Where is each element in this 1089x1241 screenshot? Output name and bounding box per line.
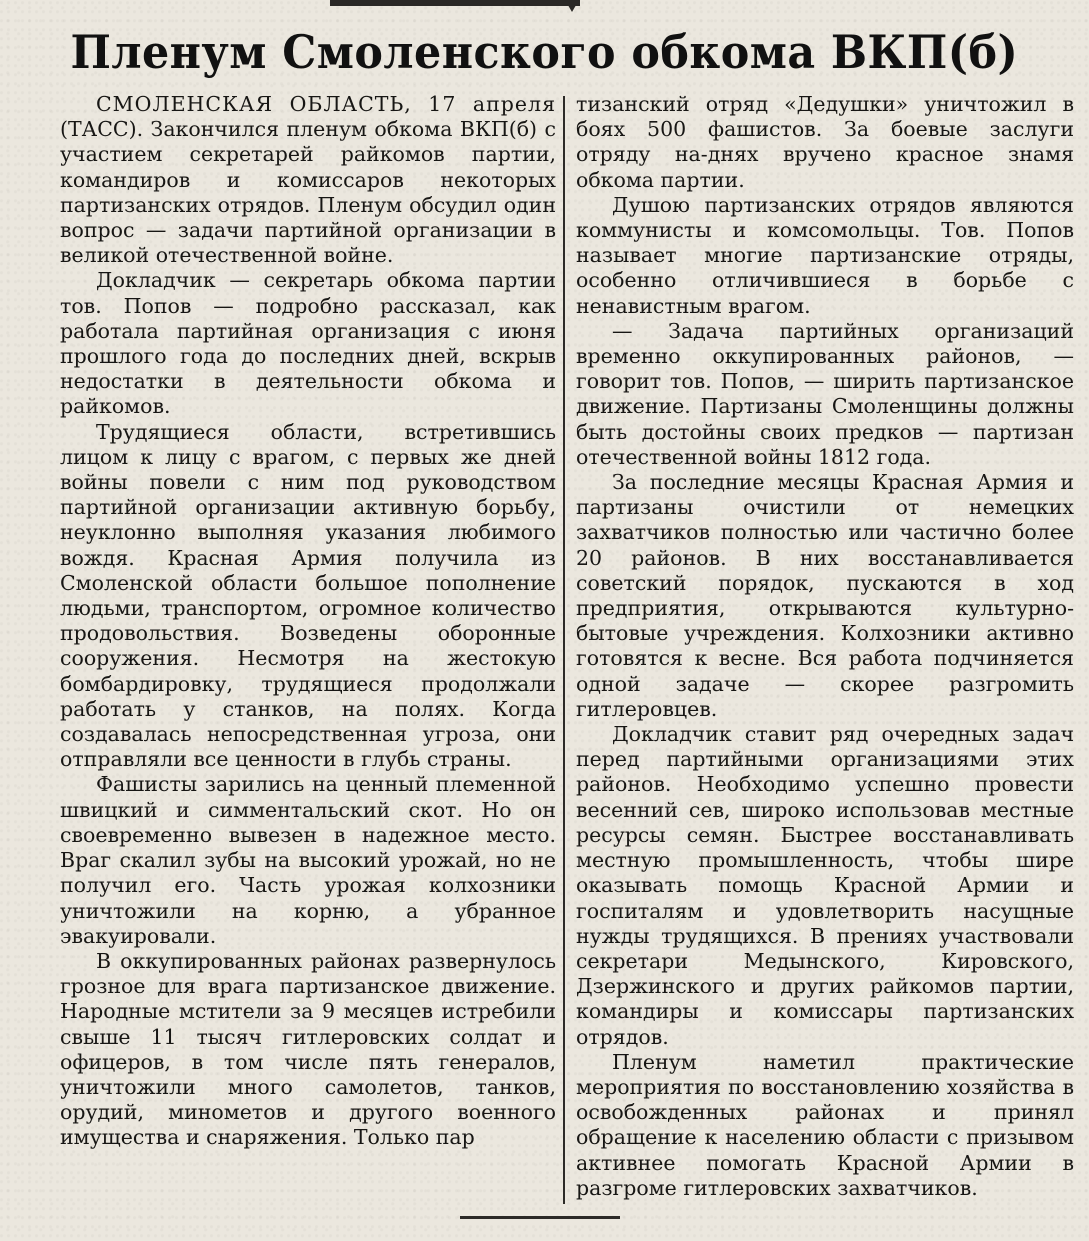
top-rule-mark [565,0,579,12]
article-paragraph: — Задача партийных организаций временно оккупированных районов, — говорит тов. Попов, — ширить партизанское движение. Партизаны Смоленщины должны быть достойны своих предков — партизан отечественной войны 1812 года. [576,318,1074,469]
left-column [60,92,556,1151]
article-paragraph [60,92,556,268]
article-paragraph: Душою партизанских отрядов являются коммунисты и комсомольцы. Тов. Попов называет многие партизанские отряды, особенно отличившиеся в борьбе с ненавистным врагом. [576,192,1074,318]
article-paragraph: Докладчик ставит ряд очередных задач перед партийными организациями этих районов. Необходимо успешно провести весенний сев, широко использовав местные ресурсы семян. Быстрее восстанавливать местную промышленность, чтобы шире оказывать помощь Красной Армии и госпиталям и удовлетворить насущные нужды трудящихся. В прениях участвовали секретари Медынского, Кировского, Дзержинского и других райкомов партии, командиры и комиссары партизанских отрядов. [576,722,1074,1049]
bottom-rule [460,1216,620,1219]
right-column [576,92,1074,1201]
article-paragraph: За последние месяцы Красная Армия и партизаны очистили от немецких захватчиков полностью или частично более 20 районов. В них восстанавливается советский порядок, пускаются в ход предприятия, открываются культурно-бытовые учреждения. Колхозники активно готовятся к весне. Вся работа подчиняется одной задаче — скорее разгромить гитлеровцев. [576,470,1074,721]
dateline: СМОЛЕНСКАЯ ОБЛАСТЬ, 17 апреля [96,92,556,116]
article-headline: Пленум Смоленского обкома ВКП(б) [70,25,1019,79]
article-paragraph: Пленум наметил практические мероприятия по восстановлению хозяйства в освобожденных районах и принял обращение к населению области с призывом активнее помогать Красной Армии в разгроме гитлеровских захватчиков. [576,1049,1074,1200]
top-rule [330,0,580,6]
column-divider [563,96,565,1204]
article-paragraph: тизанский отряд «Дедушки» уничтожил в боях 500 фашистов. За боевые заслуги отряду на-днях вручено красное знамя обкома партии. [576,92,1074,192]
lead-text: (ТАСС). Закончился пленум обкома ВКП(б) с участием секретарей райкомов партии, командиров и комиссаров некоторых партизанских отрядов. Пленум обсудил один вопрос — задачи партийной организации в великой отечественной войне. [60,117,556,268]
article-paragraph: Фашисты зарились на ценный племенной швицкий и симментальский скот. Но он своевременно вывезен в надежное место. Враг скалил зубы на высокий урожай, но не получил его. Часть урожая колхозники уничтожили на корню, а убранное эвакуировали. [60,772,556,948]
article-paragraph: Докладчик — секретарь обкома партии тов. Попов — подробно рассказал, как работала партийная организация с июня прошлого года до последних дней, вскрыв недостатки в деятельности обкома и райкомов. [60,268,556,419]
article-paragraph: Трудящиеся области, встретившись лицом к лицу с врагом, с первых же дней войны повели с ним под руководством партийной организации активную борьбу, неуклонно выполняя указания любимого вождя. Красная Армия получила из Смоленской области большое пополнение людьми, транспортом, огромное количество продовольствия. Возведены оборонные сооружения. Несмотря на жестокую бомбардировку, трудящиеся продолжали работать у станков, на полях. Когда создавалась непосредственная угроза, они отправляли все ценности в глубь страны. [60,419,556,772]
article-paragraph: В оккупированных районах развернулось грозное для врага партизанское движение. Народные мстители за 9 месяцев истребили свыше 11 тысяч гитлеровских солдат и офицеров, в том числе пять генералов, уничтожили много самолетов, танков, орудий, минометов и другого военного имущества и снаряжения. Только пар [60,948,556,1150]
